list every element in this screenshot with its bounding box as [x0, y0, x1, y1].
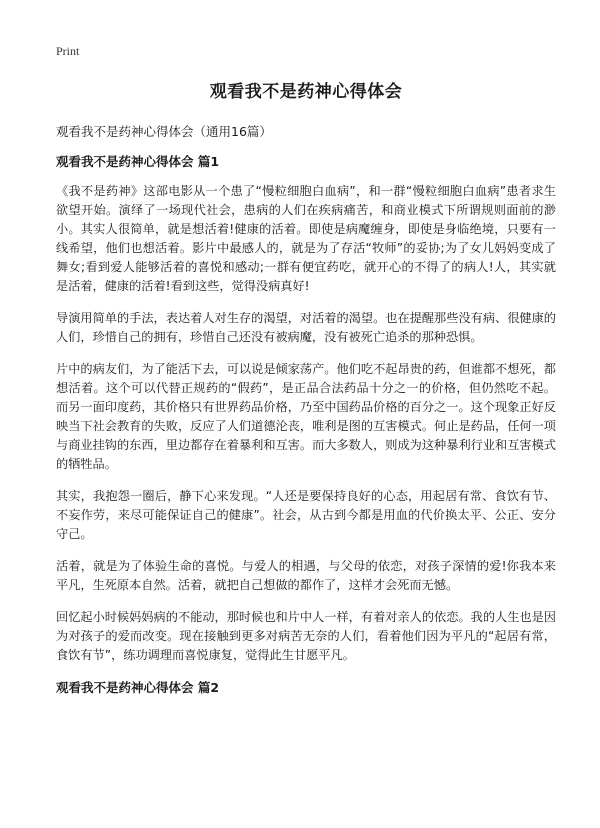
paragraph: 其实，我抱怨一圈后，静下心来发现。“人还是要保持良好的心态，用起居有常、食饮有节、不妄作劳，来尽可能保证自己的健康”。社会，从古到今都是用血的代价换太平、公正、安分守己。 — [56, 489, 556, 541]
print-link[interactable]: Print — [56, 44, 80, 58]
paragraph: 活着，就是为了体验生命的喜悦。与爱人的相遇，与父母的依恋，对孩子深情的爱!你我本来平凡，生死原本自然。活着，就把自己想做的都作了，这样才会死而无憾。 — [56, 559, 556, 592]
paragraph: 片中的病友们，为了能活下去，可以说是倾家荡产。他们吃不起昂贵的药，但谁都不想死，都想活着。这个可以代替正规药的“假药”，是正品合法药品十分之一的价格，但仍然吃不起。而另一面印度药，其价格只有世界药品价格，乃至中国药品价格的百分之一。这个现象正好反映当下社会教育的失败，反应了人们道德沦丧，唯利是图的互害模式。何止是药品，任何一项与商业挂钩的东西，里边都存在着暴利和互害。而大多数人，则成为这种暴利行业和互害模式的牺牲品。 — [56, 362, 556, 471]
page-title: 观看我不是药神心得体会 — [209, 82, 403, 102]
paragraph: 导演用简单的手法，表达着人对生存的渴望，对活着的渴望。也在提醒那些没有病、很健康的人们，珍惜自己的拥有，珍惜自己还没有被病魔，没有被死亡追杀的那种恐惧。 — [56, 311, 556, 344]
section-heading-1: 观看我不是药神心得体会 篇1 — [56, 154, 220, 169]
page-subtitle: 观看我不是药神心得体会（通用16篇） — [56, 124, 272, 139]
paragraph: 《我不是药神》这部电影从一个患了“慢粒细胞白血病”，和一群“慢粒细胞白血病”患者求生欲望开始。演绎了一场现代社会，患病的人们在疾病痛苦，和商业模式下所谓规则面前的渺小。其实人很简单，就是想活着!健康的活着。即使是病魔缠身，即使是身临绝境，只要有一线希望，他们也想活着。影片中最感人的，就是为了存活“牧师”的妥协;为了女儿妈妈变成了舞女;看到爱人能够活着的喜悦和感动;一群有便宜药吃，就开心的不得了的病人!人，其实就是活着，健康的活着!看到这些，觉得没病真好! — [56, 184, 556, 293]
section-heading-2: 观看我不是药神心得体会 篇2 — [56, 680, 220, 695]
document-page — [56, 44, 556, 708]
paragraph: 回忆起小时候妈妈病的不能动，那时候也和片中人一样，有着对亲人的依恋。我的人生也是因为对孩子的爱而改变。现在接触到更多对病苦无奈的人们，看着他们因为平凡的“起居有常，食饮有节”，练功调理而喜悦康复，觉得此生甘愿平凡。 — [56, 610, 556, 662]
